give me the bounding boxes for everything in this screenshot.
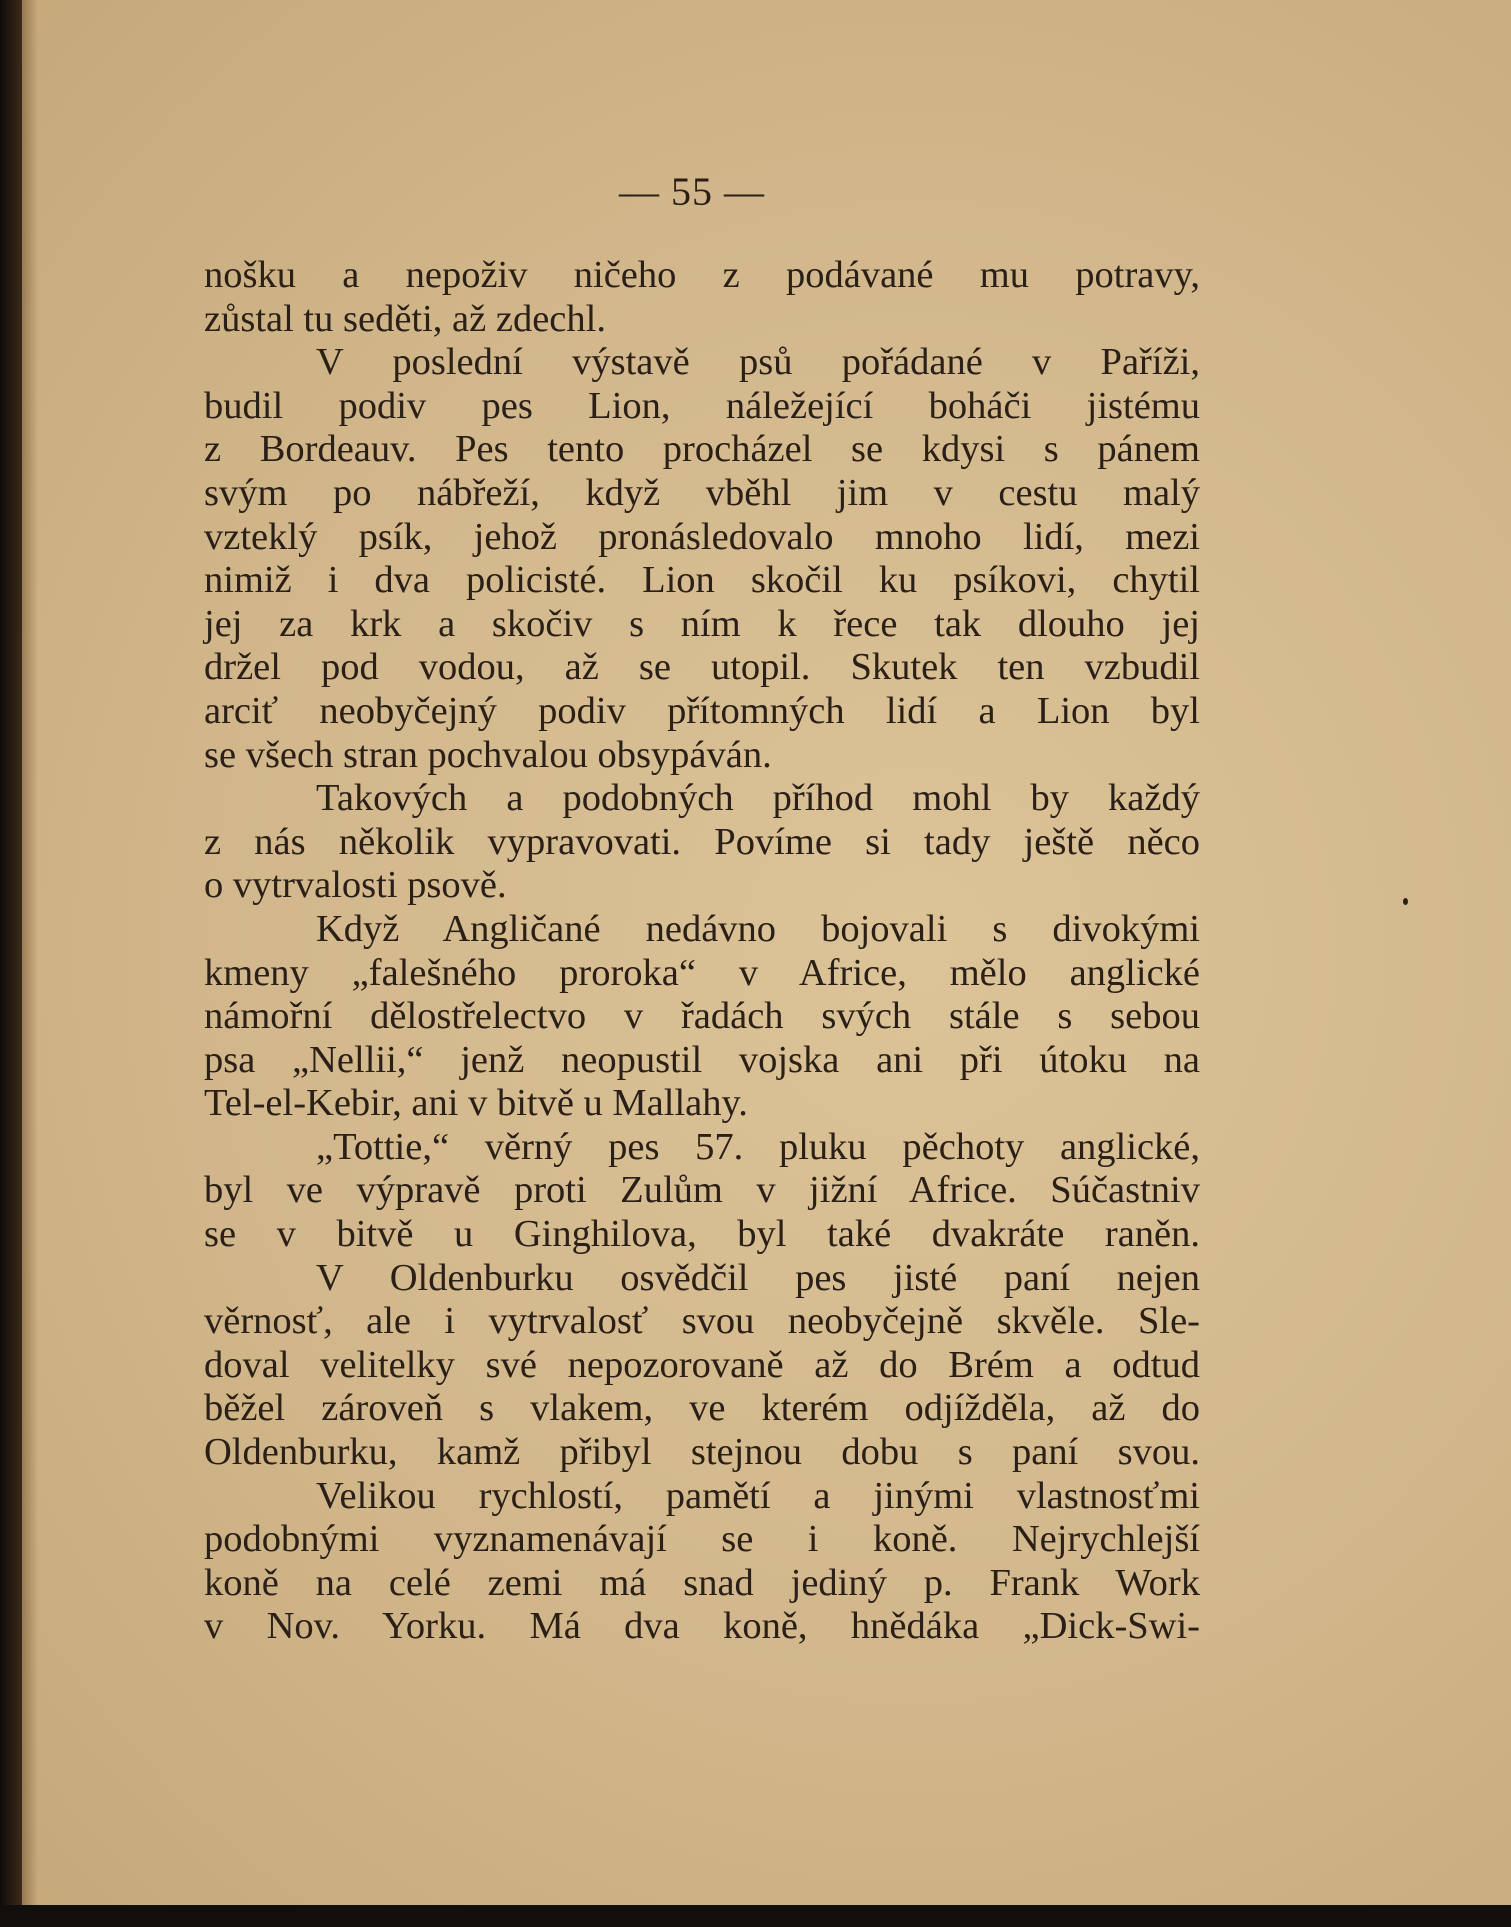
ink-speck [1403,898,1408,905]
text-line: z Bordeauv. Pes tento procházel se kdysi s pánem [204,428,1200,471]
text-line: V poslední výstavě psů pořádané v Paříži, [316,341,1200,384]
text-line: doval velitelky své nepozorovaně až do Brém a odtud [204,1343,1200,1386]
text-line: koně na celé zemi má snad jediný p. Frank Work [204,1561,1200,1604]
text-line: nimiž i dva policisté. Lion skočil ku psíkovi, chytil [204,559,1200,602]
text-line: Oldenburku, kamž přibyl stejnou dobu s paní svou. [204,1431,1200,1474]
text-line: vzteklý psík, jehož pronásledovalo mnoho lidí, mezi [204,515,1200,558]
text-line: se všech stran pochvalou obsypáván. [204,733,772,776]
text-line: budil podiv pes Lion, náležející boháči jistému [204,384,1200,427]
text-line: o vytrvalosti psově. [204,864,507,907]
text-line: arciť neobyčejný podiv přítomných lidí a Lion byl [204,689,1200,732]
text-line: Takových a podobných příhod mohl by každý [316,777,1200,820]
text-line: v Nov. Yorku. Má dva koně, hnědáka „Dick-Swi- [204,1605,1200,1648]
text-line: byl ve výpravě proti Zulům v jižní Africe. Súčastniv [204,1169,1200,1212]
text-line: psa „Nellii,“ jenž neopustil vojska ani při útoku na [204,1038,1200,1081]
text-line: jej za krk a skočiv s ním k řece tak dlouho jej [204,602,1200,645]
page-number: — 55 — [619,169,765,214]
text-line: nošku a nepoživ ničeho z podávané mu potravy, [204,254,1200,296]
text-line: Když Angličané nedávno bojovali s divokými [316,907,1200,950]
text-line: věrnosť, ale i vytrvalosť svou neobyčejně skvěle. Sle- [204,1300,1200,1343]
text-line: Velikou rychlostí, pamětí a jinými vlastnosťmi [316,1474,1200,1517]
text-line: svým po nábřeží, když vběhl jim v cestu malý [204,471,1200,514]
book-page [22,0,1511,1905]
book-spine-shadow [0,0,22,1927]
text-line: námořní dělostřelectvo v řadách svých stále s sebou [204,995,1200,1038]
text-line: kmeny „falešného proroka“ v Africe, mělo anglické [204,951,1200,994]
page-gutter-shade [22,0,38,1905]
text-line: zůstal tu seděti, až zdechl. [204,297,606,340]
body-text [204,254,1200,1649]
text-line: z nás několik vypravovati. Povíme si tady ještě něco [204,820,1200,863]
text-line: běžel zároveň s vlakem, ve kterém odjížděla, až do [204,1387,1200,1430]
text-line: držel pod vodou, až se utopil. Skutek ten vzbudil [204,646,1200,689]
text-line: V Oldenburku osvědčil pes jisté paní nejen [316,1256,1200,1299]
text-line: Tel-el-Kebir, ani v bitvě u Mallahy. [204,1082,748,1125]
text-line: se v bitvě u Ginghilova, byl také dvakráte raněn. [204,1213,1200,1256]
page-bottom-edge [0,1905,1511,1927]
text-line: podobnými vyznamenávají se i koně. Nejrychlejší [204,1518,1200,1561]
text-line: „Tottie,“ věrný pes 57. pluku pěchoty anglické, [316,1125,1200,1168]
